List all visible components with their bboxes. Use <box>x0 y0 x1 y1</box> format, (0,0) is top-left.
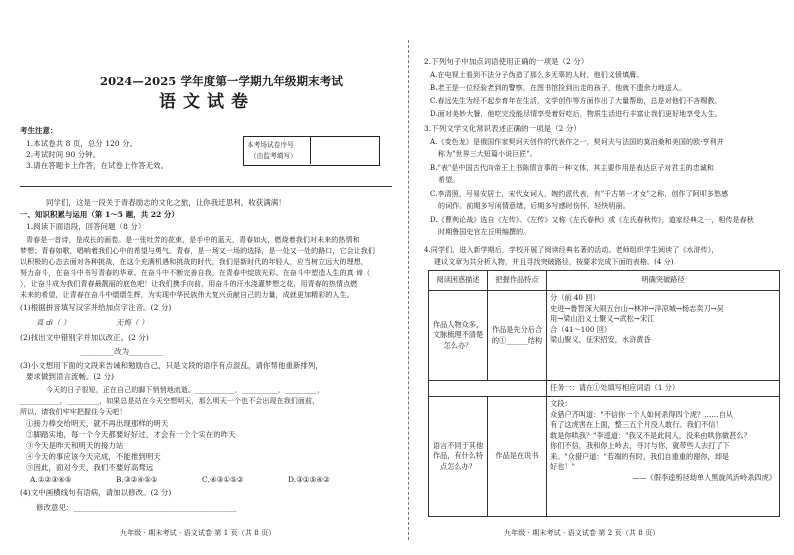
seat-box-divider <box>310 136 311 164</box>
row2-path <box>547 397 780 517</box>
q2-option-a[interactable]: A.在电视上看到不法分子伪造了那么多无辜的人时，他们义愤填膺。 <box>430 71 644 79</box>
q1-3-text: 所以，请我们牢牢把握住今天吧！ <box>20 408 127 416</box>
row-task-spacer <box>429 381 547 397</box>
row1-confusion: 作品人物众多，文脉梳理不清楚怎么办？ <box>429 291 488 381</box>
q4-stem: 4.同学们，进入新学期后，学校开展了阅读经典名著的活动。老师组织学生阅读了《水浒传》， <box>424 246 719 254</box>
q2-option-b[interactable]: B.老王是一位经验老到的警察，在图书馆捡到出走的孩子，他就不遗余力地送人。 <box>430 84 687 92</box>
note-3: 3.请在答题卡上作答，在试卷上作答无效。 <box>26 161 169 170</box>
q1-stem: 1.阅读下面语段，回答问题（8 分） <box>26 222 146 231</box>
q3-option-c[interactable]: C.李清照，号易安居士，宋代女词人，婉约派代表，有"千古第一才女"之称，创作了阿叩多愁感 <box>430 190 729 198</box>
q1-3-option: ④今天的事应该今天完成，不能推到明天 <box>26 452 161 461</box>
q1-3-option: ②脚踏实地，每一个今天都要好好过，才会有一个个实在的昨天 <box>26 430 236 439</box>
exam-title: 2024—2025 学年度第一学期九年级期末考试 <box>100 74 343 88</box>
q3-option-c-cont: 的词作。前期多写闲情意绪，后期多写感时伤怀，轻快明丽。 <box>438 202 630 210</box>
q1-3-option: ⑤因此，面对今天，我们不要好高骛远 <box>26 463 154 472</box>
row2-path-line: 有了这虎害在上面，整三五个月没人敢行。我们不信！ <box>550 420 723 429</box>
header-divider <box>20 186 392 187</box>
q1-2-prompt: (2)找出文中错别字并加以改正。(2 分) <box>20 333 149 342</box>
row1-path-line: 用→梁山泊义士聚义→武松→宋江 <box>550 314 655 323</box>
q3-option-b-cont: 希望。 <box>438 176 460 184</box>
table-header: 阅读困惑描述 <box>429 271 488 291</box>
passage-line: 未来的希望，让青春在奋斗中熠熠生辉，为实现中华民族伟大复兴贡献自己的力量，成就更加精彩的人生。 <box>20 291 354 299</box>
row1-path-line: 分（前 40 回） <box>550 293 600 302</box>
q3-stem: 3.下列文学文化常识表述正确的一项是（2 分） <box>424 124 581 133</box>
seat-box-label: 本考场试卷序号 <box>247 141 294 149</box>
q3-option-a[interactable]: A.《变色龙》是俄国作家契诃夫创作的代表作之一，契诃夫与法国的莫泊桑和美国的欧·亨利并 <box>430 138 724 146</box>
row1-path <box>547 291 780 381</box>
subject-title: 语文试卷 <box>159 92 255 112</box>
row1-path-line: 梁山聚义，征宋招安，水浒黄昏 <box>550 335 651 344</box>
table-header: 把握作品特点 <box>488 271 547 291</box>
q2-stem: 2.下列句子中加点词语使用正确的一项是（2 分） <box>424 57 589 66</box>
q1-3-choice-b[interactable]: B.③②④⑤① <box>116 475 158 484</box>
passage-line: ），让奋斗成为我们青春最靓丽的底色吧！让我们携手向前，用奋斗的汗水浇灌梦想之花，用青春的热情点燃 <box>20 280 358 288</box>
row1-feature[interactable]: 作品是先分后合的①______结构 <box>488 291 547 381</box>
row2-path-line: 好也！" <box>550 462 575 471</box>
q3-option-d-cont: 时期鲁国史官左丘明编撰的。 <box>438 228 531 236</box>
q4-stem-cont: 建议文章为共分析人物，并且寻找突破路径，按要求完成下面的表格。(4 分) <box>434 258 674 266</box>
q2-option-d[interactable]: D.面对美妙大餐，他吃完没能尽情享受着好吃后，物质生活进行丰富让我们更好地享受人生。 <box>430 110 722 118</box>
section-1-heading: 一、知识积累与运用（第 1～5 题，共 22 分） <box>20 210 180 219</box>
q1-4-prompt: (4)文中画横线句有语病，请加以修改。(2 分) <box>20 488 172 497</box>
table-header: 明确突破路径 <box>547 271 780 291</box>
reading-table <box>428 270 780 517</box>
row1-path-line: 合（41～100 回） <box>550 324 612 334</box>
passage-line: 青春是一首诗，是成长的画卷。是一张吐芳的花束，是手中的蓝天，青春如火，燃烧着我们对未来的热情和 <box>26 236 360 244</box>
row1-path-line: 史进→鲁智深大闹五台山→林冲→洋凉城→杨志卖刀→吴 <box>550 303 724 313</box>
q1-3-option: ③今天是昨天和明天的接力站 <box>26 441 124 450</box>
q1-3-prompt-b: 要求做到语言流畅。(2 分) <box>26 372 115 381</box>
exam-page-2 <box>408 0 794 555</box>
row2-path-line: 文段： <box>550 399 572 408</box>
q1-3-option: ①接力棒交给明天，就不再出现那样的明天 <box>26 419 169 428</box>
passage-line: 梦想；青春如歌，唱响着我们心中的希望与勇气。青春，是一场又一场的选择，是一处又一处的路口，它会让我们 <box>20 247 375 255</box>
q1-3-text: 今天的日子很短，正在自己的脚下悄悄地流逝。___________，__________，_________， <box>46 386 325 394</box>
passage-line: 以积极的心态去面对各种挑战，在这个充满机遇和挑战的时代，我们是新时代的年轻人，应当树立远大的理想， <box>20 258 368 266</box>
q3-option-d[interactable]: D.《曹刿论战》选自《左传》。《左传》又称《左氏春秋》或《左氏春秋传》，道家经典之一，相传是春秋 <box>430 216 754 224</box>
q1-3-choice-a[interactable]: A.①②③④⑤ <box>30 475 72 484</box>
seat-number-box <box>243 136 380 166</box>
intro-text: 同学们，这是一段关于青春励志的文化之旅，让你我迁思利，收获满满！ <box>46 198 286 207</box>
q1-1-word-b: 无悔（ ） <box>116 318 149 327</box>
note-2: 2.考试时间 90 分钟。 <box>26 150 101 159</box>
row1-task: 任务一：请在①处填写相应词语（1 分） <box>547 381 780 397</box>
page-2-footer: 九年级 · 期末考试 · 语文试卷 第 2 页（共 8 页） <box>504 529 660 537</box>
row2-path-line: 来。"众猎户道："若端的有时，我们自重重的谢你，却是 <box>550 451 730 461</box>
q1-2-answer-line[interactable]: _________改为_________ <box>80 347 164 356</box>
note-1: 1.本试卷共 8 页，总分 120 分。 <box>26 139 138 148</box>
q3-option-b[interactable]: B."表"是中国古代向帝王上书陈情言事的一种文体，其主要作用是表达臣子对君主的忠诚和 <box>430 164 715 172</box>
q1-1-prompt: (1)根据拼音填写汉字并给加点字注音。(2 分) <box>20 303 172 312</box>
row2-path-line: 敢是你哄我？"李逵道："我又不是此间人，没来由哄你做甚么？ <box>550 430 751 440</box>
page-1-footer: 九年级 · 期末考试 · 语文试卷 第 1 页（共 8 页） <box>120 529 276 537</box>
row2-feature: 作品是在说书 <box>488 397 547 517</box>
q1-4-answer-line[interactable]: 修改意见：___________________________________________ <box>36 503 237 512</box>
notes-heading: 考生注意： <box>20 126 58 135</box>
row2-path-line: 众猎户齐叫道："不信你一个人如何杀得四个虎？……自从 <box>550 409 733 419</box>
row2-confusion: 语言不同于其他作品，有什么特点怎么办？ <box>429 397 488 517</box>
q1-3-choice-d[interactable]: D.③①⑤④② <box>288 475 330 484</box>
row2-path-line: 你们不信，我和你上岭去，寻讨与你，就带些人去打了下 <box>550 441 730 450</box>
q1-3-choice-c[interactable]: C.④③①⑤② <box>202 475 244 484</box>
q1-3-prompt: (3)小文想用下面的文段来告诫和勉励自己，只是文段的语序有点混乱，请你帮他重新排列， <box>20 361 323 370</box>
row2-source: ——《假李逵剪径劫单人黑旋风沂岭杀四虎》 <box>632 472 776 482</box>
q1-1-word-a: 真 dì（ ） <box>36 318 71 327</box>
seat-box-sub: （由监考填写） <box>250 152 297 160</box>
q1-3-text: ___________，_________，如果总是站在今天空想明天，那么明天一个也不会出现在我们面前， <box>20 397 320 405</box>
q2-option-c[interactable]: C.春远先生为经不起步育年在生活，文学创作等方面作出了大量帮助，总是对他们不吝赐教。 <box>430 97 722 105</box>
passage-line: 努力奋斗，在奋斗中书写青春的华章。在奋斗中不断完善自我，在青春中绽放光彩。在奋斗中塑造人生的真 谛（ <box>20 269 371 277</box>
q3-option-a-cont: 称为"世界三大短篇小说巨匠"。 <box>438 150 537 158</box>
